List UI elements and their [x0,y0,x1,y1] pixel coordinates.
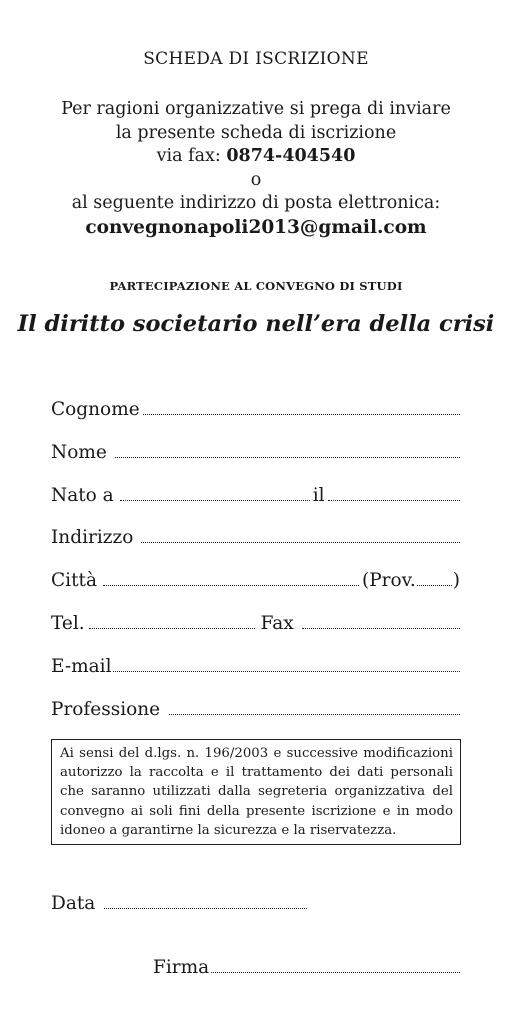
field-citta[interactable] [51,565,460,591]
field-nome[interactable] [51,437,460,463]
tel-label: Tel. [51,613,85,634]
event-title: Il diritto societario nell’era della crisi [17,311,495,337]
cognome-label: Cognome [51,399,140,420]
indirizzo-label: Indirizzo [51,527,134,548]
fax-number: 0874-404540 [226,146,356,166]
firma-dotted-line[interactable] [211,972,460,973]
citta-dotted-line[interactable] [103,585,359,586]
il-label: il [312,485,325,506]
intro-or: o [250,169,262,190]
professione-label: Professione [51,699,161,720]
privacy-consent-box: Ai sensi del d.lgs. n. 196/2003 e successive modificazioni autorizzo la raccolta e il trattamento dei dati personali che saranno utilizzati dalla segreteria organizzativa del convegno ai soli fini della presente iscrizione e in modo idoneo a garantirne la sicurezza e la riservatezza. [51,739,461,845]
data-label: Data [51,893,96,914]
nome-dotted-line[interactable] [115,457,460,458]
nome-label: Nome [51,442,107,463]
nato-a-label: Nato a [51,485,114,506]
intro-text [0,98,512,239]
nato-a-dotted-line[interactable] [120,500,310,501]
intro-line-1: Per ragioni organizzative si prega di inviare [61,99,451,119]
email-label: E-mail [51,656,112,677]
professione-dotted-line[interactable] [169,714,460,715]
intro-line-4: al seguente indirizzo di posta elettronica: [71,193,441,213]
tel-dotted-line[interactable] [89,628,255,629]
prov-dotted-line[interactable] [417,585,452,586]
firma-label: Firma [153,957,210,978]
fax-label: Fax [260,613,294,634]
form-title: SCHEDA DI ISCRIZIONE [143,49,369,69]
field-indirizzo[interactable] [51,522,460,548]
participation-heading: PARTECIPAZIONE AL CONVEGNO DI STUDI [109,279,403,293]
citta-label: Città [51,570,97,591]
prov-label: (Prov. [361,570,416,591]
fax-dotted-line[interactable] [302,628,460,629]
field-email[interactable] [51,651,460,677]
data-dotted-line[interactable] [104,908,307,909]
fax-prefix: via fax: [156,146,227,166]
field-nato-a[interactable] [51,480,460,506]
field-tel-fax[interactable] [51,608,460,634]
field-data[interactable] [51,888,307,914]
intro-line-2: la presente scheda di iscrizione [115,122,397,143]
indirizzo-dotted-line[interactable] [141,542,460,543]
field-professione[interactable] [51,694,460,720]
cognome-dotted-line[interactable] [143,414,460,415]
email-dotted-line[interactable] [113,671,460,672]
intro-fax-line [0,145,512,169]
contact-email[interactable]: convegnonapoli2013@gmail.com [85,216,427,238]
field-cognome[interactable] [51,394,460,420]
il-dotted-line[interactable] [328,500,460,501]
prov-close: ) [452,570,460,591]
field-firma[interactable] [153,952,460,978]
